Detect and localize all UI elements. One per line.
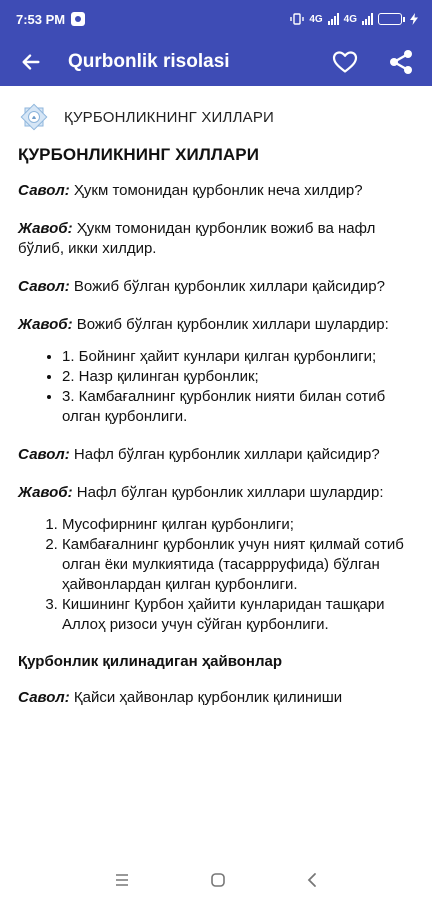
recents-button[interactable] [114, 873, 130, 892]
signal-icon-1 [328, 13, 339, 25]
app-bar [0, 38, 432, 86]
list-item: • 1. Бойнинг ҳайит кунлари қилган қурбонлиги; [62, 347, 414, 367]
section-heading: ҚУРБОНЛИКНИНГ ХИЛЛАРИ [64, 108, 275, 126]
answer-label: Жавоб: [18, 316, 73, 333]
list-item: 3. Кишининг Қурбон ҳайити кунларидан ташқари Аллоҳ ризоси учун сўйган қурбонлиги. [62, 595, 414, 635]
nav-back-button[interactable] [306, 872, 318, 893]
home-icon [210, 872, 226, 888]
vibrate-icon [290, 13, 304, 25]
star-emblem-icon [18, 101, 50, 133]
recents-icon [114, 873, 130, 887]
notification-app-icon [71, 12, 85, 26]
question-text: Нафл бўлган қурбонлик хиллари қайсидир? [69, 446, 380, 463]
question-label: Савол: [18, 446, 70, 463]
share-button[interactable] [386, 47, 416, 77]
list-item: • 2. Назр қилинган қурбонлик; [62, 367, 414, 387]
battery-icon [378, 13, 405, 25]
question-text: Ҳукм томонидан қурбонлик неча хилдир? [69, 182, 363, 199]
question-paragraph [18, 181, 414, 201]
list-item: 2. Камбағалнинг қурбонлик учун ният қилмай сотиб олган ёки мулкиятида (тасаррруфида) бўлган ҳайвонлардан қилган қурбонлиги. [62, 535, 414, 595]
article-scroll-area[interactable] [0, 86, 432, 864]
home-button[interactable] [210, 872, 226, 893]
question-label: Савол: [18, 182, 70, 199]
system-nav-bar [0, 864, 432, 900]
back-button[interactable] [16, 47, 46, 77]
article-subheading: Қурбонлик қилинадиган ҳайвонлар [18, 653, 283, 670]
obligatory-types-list [18, 347, 414, 427]
section-header [18, 86, 414, 148]
arrow-left-icon [20, 51, 42, 73]
answer-text: Ҳукм томонидан қурбонлик вожиб ва нафл бўлиб, икки хилдир. [18, 220, 376, 257]
status-bar [0, 0, 432, 38]
charging-icon [410, 13, 418, 25]
answer-label: Жавоб: [18, 484, 73, 501]
question-text: Вожиб бўлган қурбонлик хиллари қайсидир? [69, 278, 385, 295]
network-type-2: 4G [343, 13, 357, 25]
voluntary-types-list [18, 515, 414, 635]
question-paragraph [18, 445, 414, 465]
list-item: • 3. Камбағалнинг қурбонлик нияти билан сотиб олган қурбонлиги. [62, 387, 414, 427]
status-time: 7:53 PM [16, 11, 66, 27]
app-title: Qurbonlik risolasi [68, 51, 230, 72]
answer-label: Жавоб: [18, 220, 73, 237]
signal-icon-2 [362, 13, 373, 25]
favorite-button[interactable] [330, 47, 360, 77]
question-label: Савол: [18, 278, 70, 295]
answer-paragraph [18, 483, 414, 503]
list-item: 1. Мусофирнинг қилган қурбонлиги; [62, 515, 414, 535]
heart-outline-icon [332, 50, 358, 74]
share-icon [388, 49, 414, 75]
article-title: ҚУРБОНЛИКНИНГ ХИЛЛАРИ [18, 145, 260, 164]
answer-paragraph [18, 219, 414, 259]
chevron-left-icon [306, 872, 318, 888]
question-text: Қайси ҳайвонлар қурбонлик қилиниши [69, 689, 343, 706]
answer-text: Нафл бўлган қурбонлик хиллари шулардир: [72, 484, 384, 501]
answer-paragraph [18, 315, 414, 335]
answer-text: Вожиб бўлган қурбонлик хиллари шулардир: [72, 316, 389, 333]
network-type-1: 4G [309, 13, 323, 25]
question-paragraph [18, 277, 414, 297]
question-label: Савол: [18, 689, 70, 706]
question-paragraph [18, 688, 414, 708]
